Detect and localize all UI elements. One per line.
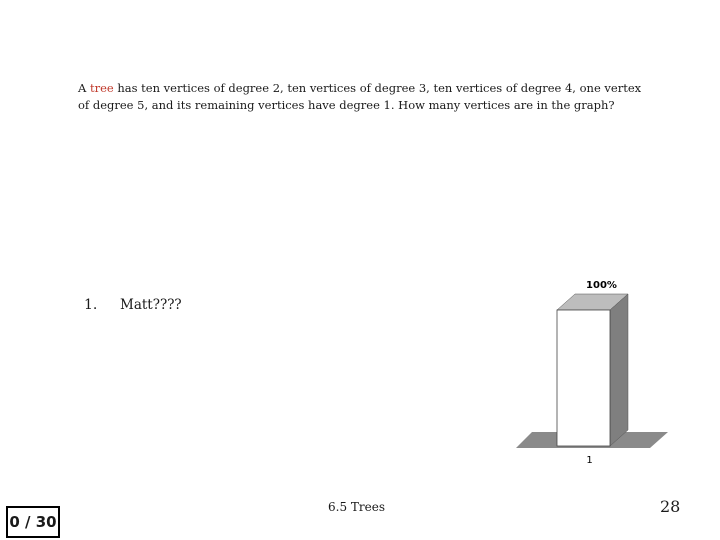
- answer-option-1[interactable]: Matt????: [120, 297, 182, 313]
- category-label: 1: [586, 455, 593, 466]
- bar-front: [557, 310, 610, 446]
- response-counter: 0 / 30: [6, 506, 60, 538]
- bar-value-label: 100%: [586, 280, 617, 291]
- highlighted-term: tree: [89, 81, 114, 95]
- footer-section-title: 6.5 Trees: [328, 500, 385, 514]
- question-text: A tree has ten vertices of degree 2, ten vertices of degree 3, ten vertices of degree 4, one vertex of degree 5, and its remaining vertices have degree 1. How many vertices are in the graph?: [78, 81, 642, 112]
- bar-side: [610, 294, 628, 446]
- answer-number: 1.: [84, 297, 98, 313]
- response-chart: [500, 270, 680, 470]
- page-number: 28: [660, 497, 681, 516]
